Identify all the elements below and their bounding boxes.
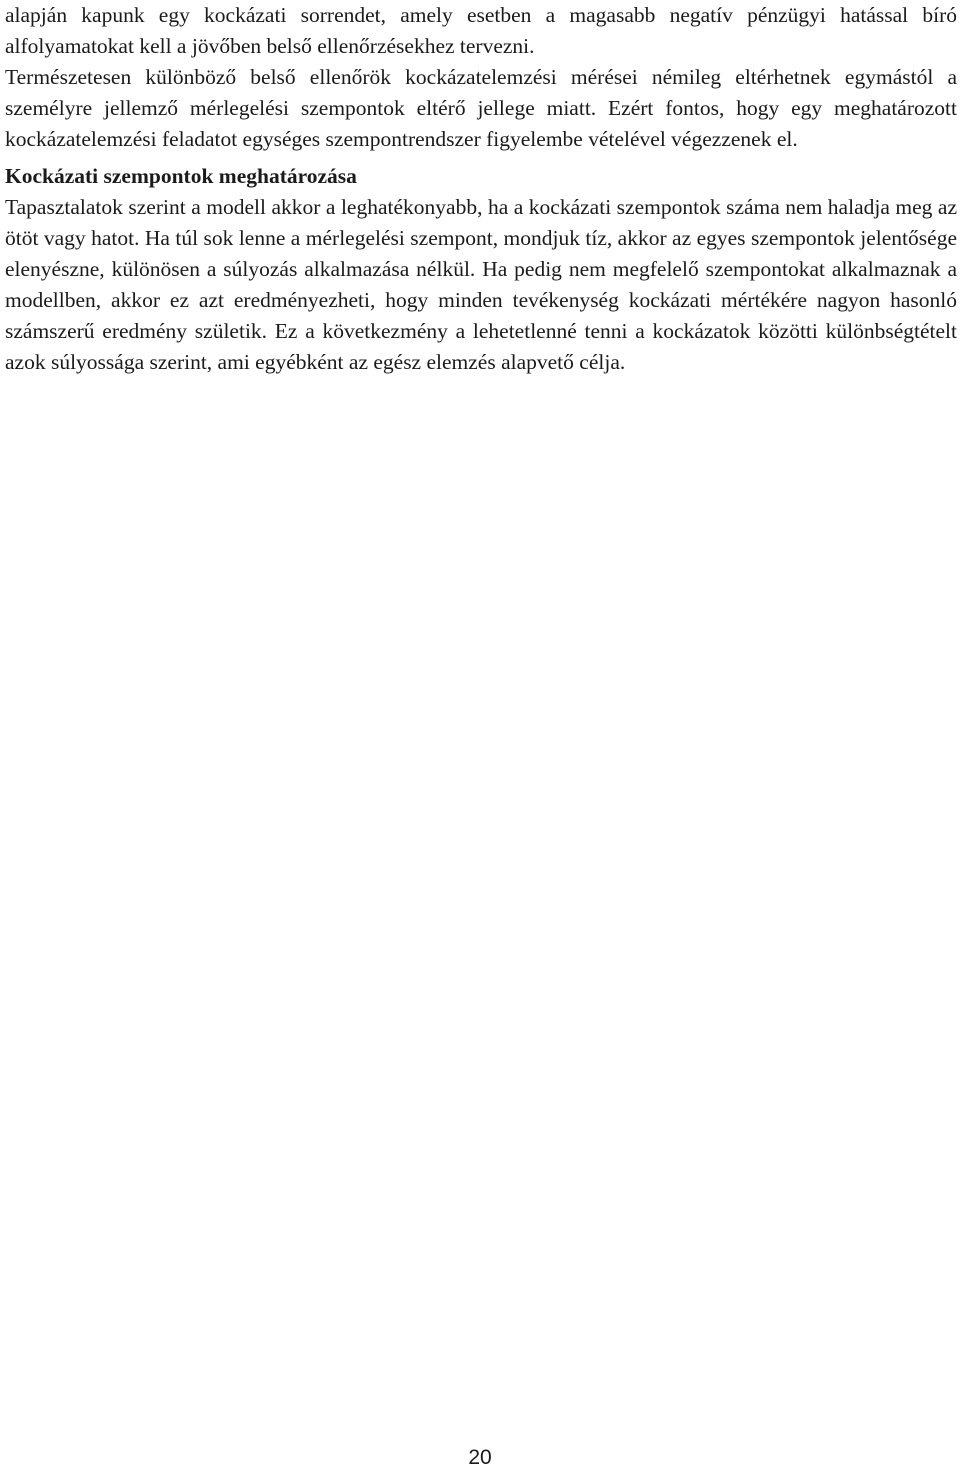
- section-body: Tapasztalatok szerint a modell akkor a leghatékonyabb, ha a kockázati szempontok száma nem haladja meg az ötöt vagy hatot. Ha túl sok lenne a mérlegelési szempont, mondjuk tíz, akkor az egyes szempontok jelentősége elenyészne, különösen a súlyozás alkalmazása nélkül. Ha pedig nem megfelelő szempontokat alkalmaznak a modellben, akkor ez azt eredményezheti, hogy minden tevékenység kockázati mértékére nagyon hasonló számszerű eredmény születik. Ez a következmény a lehetetlenné tenni a kockázatok közötti különbségtételt azok súlyossága szerint, ami egyébként az egész elemzés alapvető célja.: [5, 195, 957, 374]
- page-number: 20: [468, 1446, 492, 1469]
- paragraph-evaluators: Természetesen különböző belső ellenőrök kockázatelemzési mérései némileg eltérhetnek egymástól a személyre jellemző mérlegelési szempontok eltérő jellege miatt. Ezért fontos, hogy egy meghatározott kockázatelemzési feladatot egységes szempontrendszer figyelembe vételével végezzenek el.: [5, 65, 957, 151]
- section-heading: Kockázati szempontok meghatározása: [5, 164, 357, 188]
- paragraph-intro: alapján kapunk egy kockázati sorrendet, amely esetben a magasabb negatív pénzügyi hatással bíró alfolyamatokat kell a jövőben belső ellenőrzésekhez tervezni.: [5, 3, 957, 58]
- document-page: [5, 0, 957, 378]
